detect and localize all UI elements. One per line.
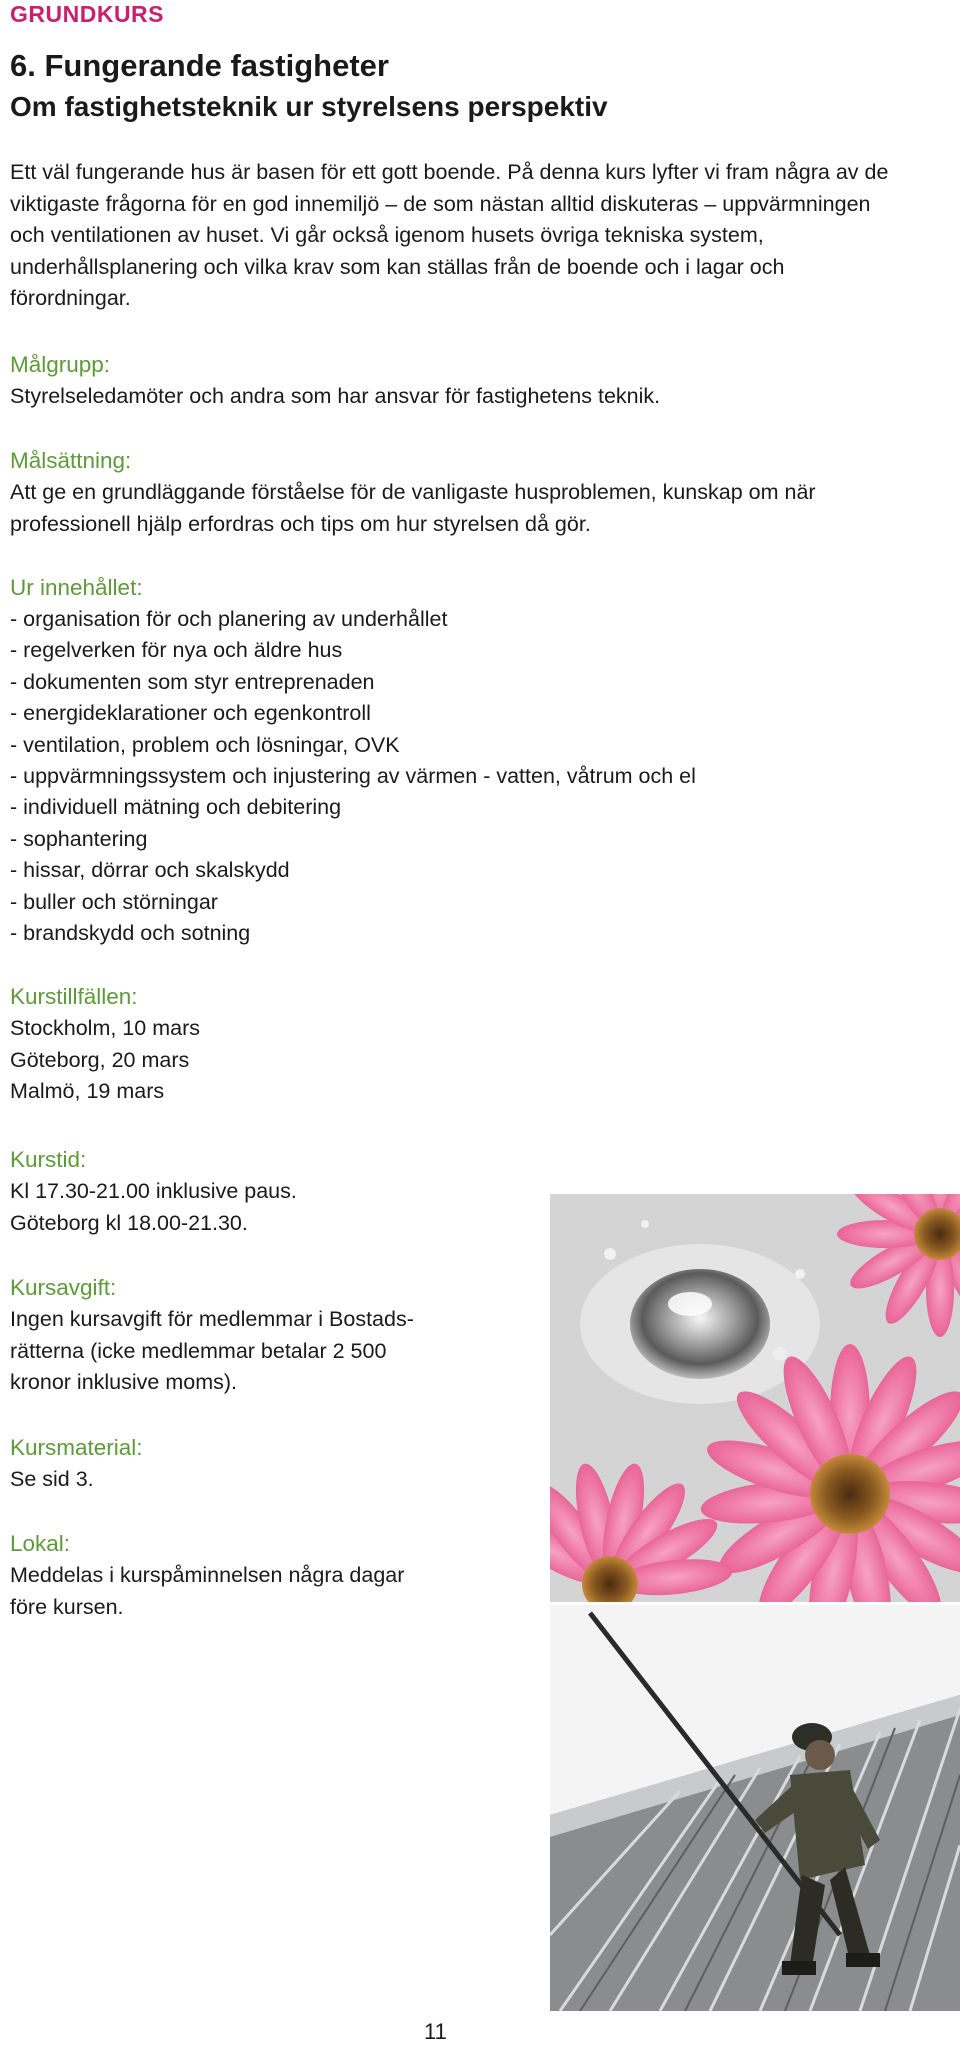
section-kurstid — [10, 1144, 490, 1239]
time-line: Göteborg kl 18.00-21.30. — [10, 1210, 248, 1235]
section-kursmaterial — [10, 1432, 490, 1496]
course-intro: Ett väl fungerande hus är basen för ett gott boende. På denna kurs lyfter vi fram några av de viktigaste frågorna för en god innemiljö – de som nästan alltid diskuteras – uppvärmningen och ventilationen av huset. Vi går också igenom husets övriga tekniska system, underhållsplanering och vilka krav som kan ställas från de boende och i lagar och förordningar. — [10, 160, 889, 310]
session-line: Malmö, 19 mars — [10, 1079, 165, 1103]
page-number: 11 — [424, 2019, 447, 2044]
list-item: - energideklarationer och egenkontroll — [10, 701, 371, 726]
section-heading: Målgrupp: — [10, 352, 111, 377]
section-innehall — [10, 572, 890, 949]
list-item: - buller och störningar — [10, 889, 218, 914]
list-item: - dokumenten som styr entreprenaden — [10, 669, 375, 694]
venue-line: Meddelas i kurspåminnelsen några dagar — [10, 1563, 405, 1587]
fee-line: kronor inklusive moms). — [10, 1370, 237, 1394]
section-text: Styrelseledamöter och andra som har ansvar för fastighetens teknik. — [10, 384, 661, 408]
flowers-photo — [550, 1194, 960, 1602]
list-item: - sophantering — [10, 826, 148, 851]
section-heading: Ur innehållet: — [10, 575, 143, 600]
content-list — [10, 604, 890, 949]
section-heading: Kurstillfällen: — [10, 984, 138, 1009]
flowers-illustration — [550, 1194, 960, 1602]
section-text: Att ge en grundläggande förståelse för de vanligaste husproblemen, kunskap om när professionell hjälp erfordras och tips om hur styrelsen då gör. — [10, 480, 816, 536]
fee-line: rätterna (icke medlemmar betalar 2 500 — [10, 1338, 387, 1363]
course-subtitle: Om fastighetsteknik ur styrelsens perspektiv — [10, 91, 608, 122]
section-heading: Kursmaterial: — [10, 1435, 143, 1460]
list-item: - brandskydd och sotning — [10, 921, 251, 946]
roof-worker-photo — [550, 1605, 960, 2011]
section-malsattning — [10, 445, 890, 540]
session-line: Stockholm, 10 mars — [10, 1016, 200, 1040]
section-heading: Målsättning: — [10, 448, 132, 473]
section-lokal — [10, 1528, 490, 1623]
list-item: - organisation för och planering av underhållet — [10, 607, 448, 631]
section-malgrupp — [10, 349, 890, 413]
section-heading: Kursavgift: — [10, 1275, 117, 1300]
section-kursavgift — [10, 1272, 490, 1399]
section-kurstillfallen — [10, 981, 890, 1108]
list-item: - uppvärmningssystem och injustering av värmen - vatten, våtrum och el — [10, 764, 696, 789]
list-item: - hissar, dörrar och skalskydd — [10, 858, 290, 883]
time-line: Kl 17.30-21.00 inklusive paus. — [10, 1179, 297, 1203]
course-title: 6. Fungerande fastigheter — [10, 48, 389, 83]
list-item: - individuell mätning och debitering — [10, 795, 342, 820]
roof-worker-illustration — [550, 1605, 960, 2011]
section-heading: Lokal: — [10, 1531, 71, 1556]
list-item: - ventilation, problem och lösningar, OVK — [10, 732, 400, 757]
session-line: Göteborg, 20 mars — [10, 1047, 190, 1072]
venue-line: före kursen. — [10, 1594, 124, 1619]
section-heading: Kurstid: — [10, 1147, 87, 1172]
course-category: GRUNDKURS — [10, 1, 164, 27]
list-item: - regelverken för nya och äldre hus — [10, 638, 343, 663]
fee-line: Ingen kursavgift för medlemmar i Bostads- — [10, 1307, 414, 1331]
section-text: Se sid 3. — [10, 1467, 94, 1491]
